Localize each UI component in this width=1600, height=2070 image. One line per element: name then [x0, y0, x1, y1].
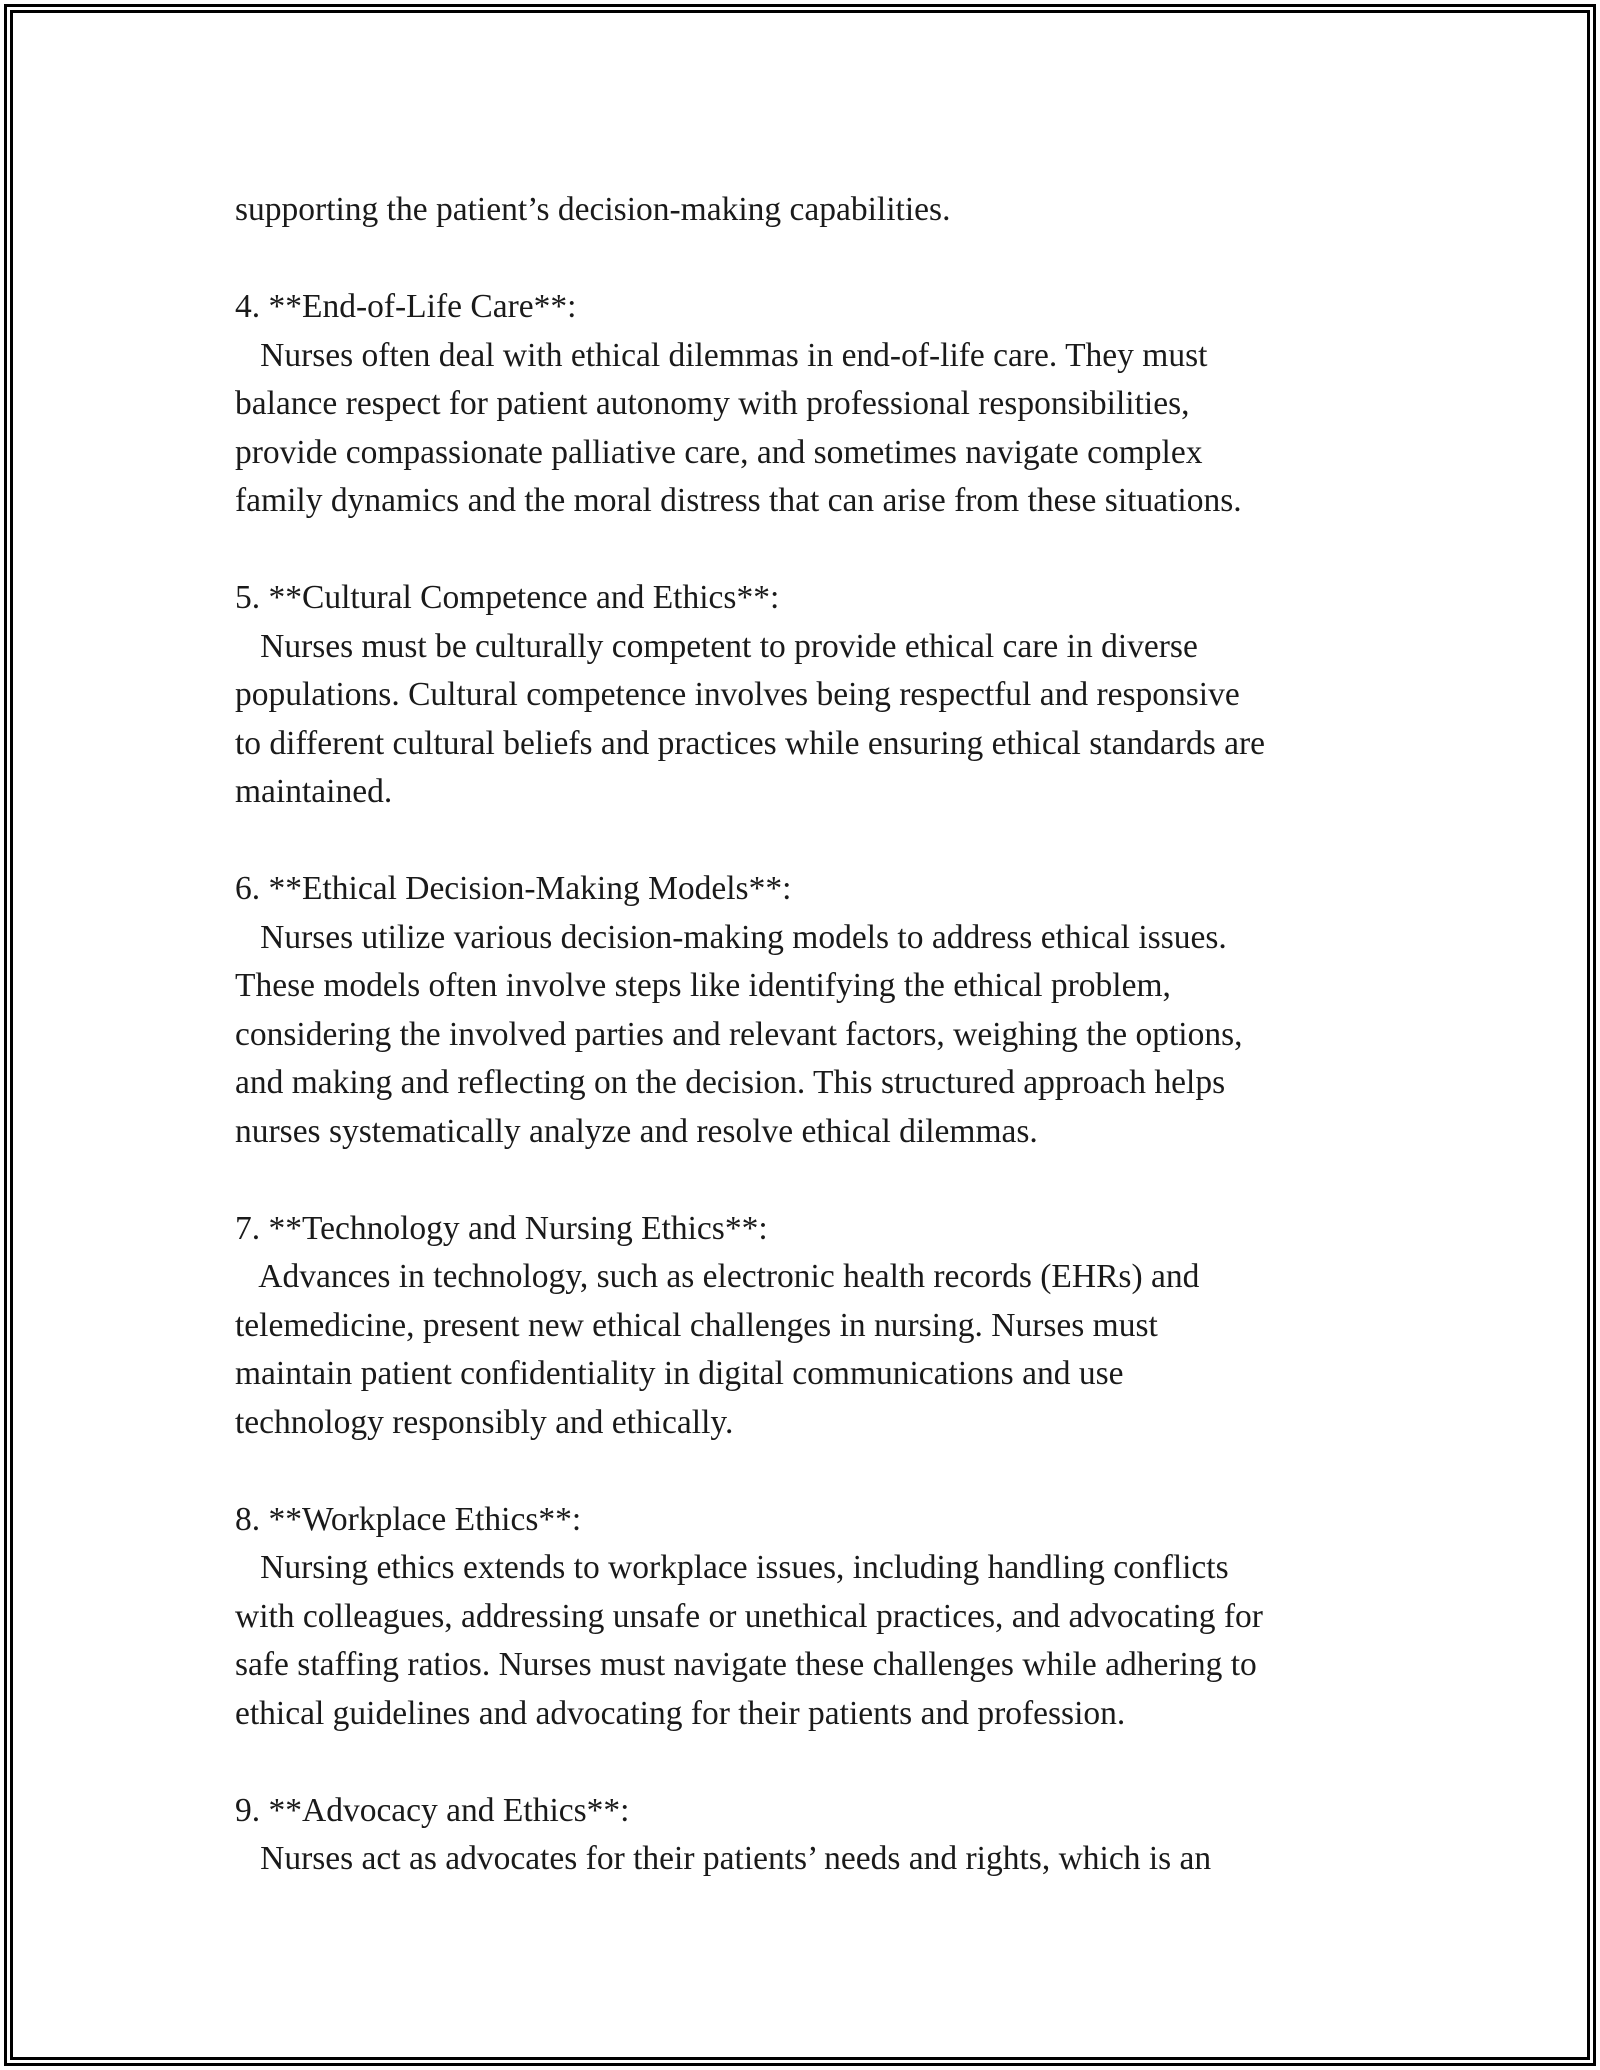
text-line: supporting the patient’s decision-making capabilities.: [235, 191, 951, 228]
blank-line: [235, 1156, 1395, 1205]
text-line: 6. **Ethical Decision-Making Models**:: [235, 870, 792, 907]
text-line: Nurses must be culturally competent to provide ethical care in diverse: [235, 627, 1198, 665]
blank-line: [235, 235, 1395, 284]
blank-line: [235, 526, 1395, 575]
text-line: maintained.: [235, 773, 393, 810]
text-line: 5. **Cultural Competence and Ethics**:: [235, 579, 780, 616]
blank-line: [235, 1738, 1395, 1787]
text-line: considering the involved parties and relevant factors, weighing the options,: [235, 1015, 1243, 1053]
text-line: maintain patient confidentiality in digital communications and use: [235, 1355, 1124, 1392]
text-line: 7. **Technology and Nursing Ethics**:: [235, 1209, 768, 1247]
text-line: Nurses utilize various decision-making models to address ethical issues.: [235, 918, 1227, 956]
text-line: 8. **Workplace Ethics**:: [235, 1500, 582, 1538]
text-line: Nurses often deal with ethical dilemmas in end-of-life care. They must: [235, 336, 1208, 374]
text-line: safe staffing ratios. Nurses must navigate these challenges while adhering to: [235, 1646, 1257, 1683]
text-line: nurses systematically analyze and resolve ethical dilemmas.: [235, 1112, 1038, 1150]
text-line: telemedicine, present new ethical challenges in nursing. Nurses must: [235, 1306, 1158, 1344]
text-line: and making and reflecting on the decision. This structured approach helps: [235, 1064, 1226, 1101]
text-line: family dynamics and the moral distress that can arise from these situations.: [235, 482, 1242, 519]
document-body: [235, 186, 1395, 1884]
blank-line: [235, 817, 1395, 866]
text-line: 9. **Advocacy and Ethics**:: [235, 1791, 630, 1829]
text-line: Nursing ethics extends to workplace issues, including handling conflicts: [235, 1549, 1229, 1586]
blank-line: [235, 1447, 1395, 1496]
text-line: balance respect for patient autonomy with professional responsibilities,: [235, 385, 1190, 422]
text-line: provide compassionate palliative care, and sometimes navigate complex: [235, 433, 1203, 471]
text-line: with colleagues, addressing unsafe or unethical practices, and advocating for: [235, 1597, 1263, 1635]
text-line: Advances in technology, such as electronic health records (EHRs) and: [235, 1258, 1200, 1295]
text-line: to different cultural beliefs and practices while ensuring ethical standards are: [235, 724, 1266, 762]
text-line: technology responsibly and ethically.: [235, 1403, 734, 1441]
text-line: ethical guidelines and advocating for their patients and profession.: [235, 1694, 1126, 1732]
text-line: populations. Cultural competence involves being respectful and responsive: [235, 676, 1240, 713]
text-line: Nurses act as advocates for their patients’ needs and rights, which is an: [235, 1840, 1212, 1877]
text-line: 4. **End-of-Life Care**:: [235, 288, 577, 325]
text-line: These models often involve steps like identifying the ethical problem,: [235, 967, 1171, 1004]
